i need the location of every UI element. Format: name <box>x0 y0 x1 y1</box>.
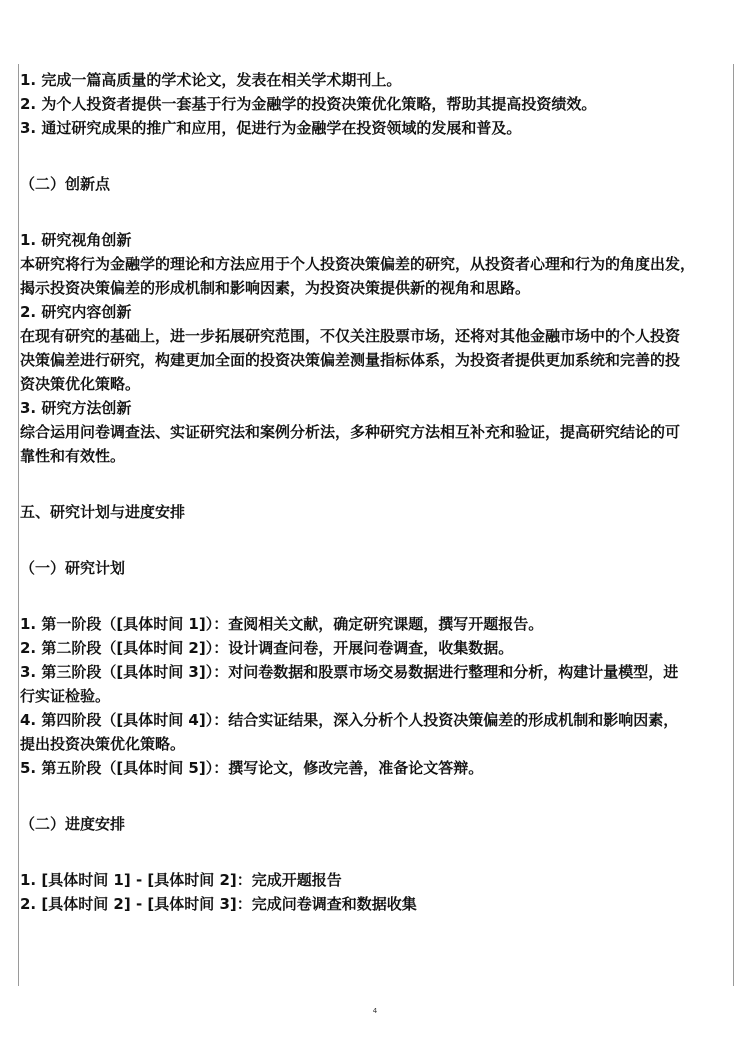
schedule-line: 2. [具体时间 2] - [具体时间 3]：完成问卷调查和数据收集 <box>20 895 417 913</box>
section-heading: 五、研究计划与进度安排 <box>20 503 186 521</box>
innovation-title: 3. 研究方法创新 <box>20 399 132 417</box>
paragraph-line: 资决策优化策略。 <box>20 375 141 393</box>
plan-line: 4. 第四阶段（[具体时间 4]）：结合实证结果，深入分析个人投资决策偏差的形成机制和影响因素， <box>20 711 679 729</box>
document-body <box>20 68 732 916</box>
goal-item: 3. 通过研究成果的推广和应用，促进行为金融学在投资领域的发展和普及。 <box>20 119 522 137</box>
plan-line: 行实证检验。 <box>20 687 111 705</box>
paragraph-line: 靠性和有效性。 <box>20 447 126 465</box>
schedule-heading: （二）进度安排 <box>20 815 126 833</box>
innovation-title: 1. 研究视角创新 <box>20 231 132 249</box>
plan-line: 1. 第一阶段（[具体时间 1]）：查阅相关文献，确定研究课题，撰写开题报告。 <box>20 615 544 633</box>
paragraph-line: 在现有研究的基础上，进一步拓展研究范围，不仅关注股票市场，还将对其他金融市场中的个人投资 <box>20 327 681 345</box>
paragraph-line: 本研究将行为金融学的理论和方法应用于个人投资决策偏差的研究，从投资者心理和行为的角度出发， <box>20 255 696 273</box>
plan-line: 5. 第五阶段（[具体时间 5]）：撰写论文，修改完善，准备论文答辩。 <box>20 759 484 777</box>
paragraph-line: 决策偏差进行研究，构建更加全面的投资决策偏差测量指标体系，为投资者提供更加系统和完善的投 <box>20 351 681 369</box>
innovation-heading: （二）创新点 <box>20 175 111 193</box>
page-number: 4 <box>372 1007 378 1015</box>
schedule-line: 1. [具体时间 1] - [具体时间 2]：完成开题报告 <box>20 871 342 889</box>
plan-heading: （一）研究计划 <box>20 559 126 577</box>
goal-item: 2. 为个人投资者提供一套基于行为金融学的投资决策优化策略，帮助其提高投资绩效。 <box>20 95 597 113</box>
innovation-title: 2. 研究内容创新 <box>20 303 132 321</box>
goal-item: 1. 完成一篇高质量的学术论文，发表在相关学术期刊上。 <box>20 71 402 89</box>
paragraph-line: 综合运用问卷调查法、实证研究法和案例分析法，多种研究方法相互补充和验证，提高研究结论的可 <box>20 423 681 441</box>
plan-line: 2. 第二阶段（[具体时间 2]）：设计调查问卷，开展问卷调查，收集数据。 <box>20 639 514 657</box>
paragraph-line: 揭示投资决策偏差的形成机制和影响因素，为投资决策提供新的视角和思路。 <box>20 279 531 297</box>
plan-line: 3. 第三阶段（[具体时间 3]）：对问卷数据和股票市场交易数据进行整理和分析，构建计量模型，进 <box>20 663 679 681</box>
plan-line: 提出投资决策优化策略。 <box>20 735 186 753</box>
